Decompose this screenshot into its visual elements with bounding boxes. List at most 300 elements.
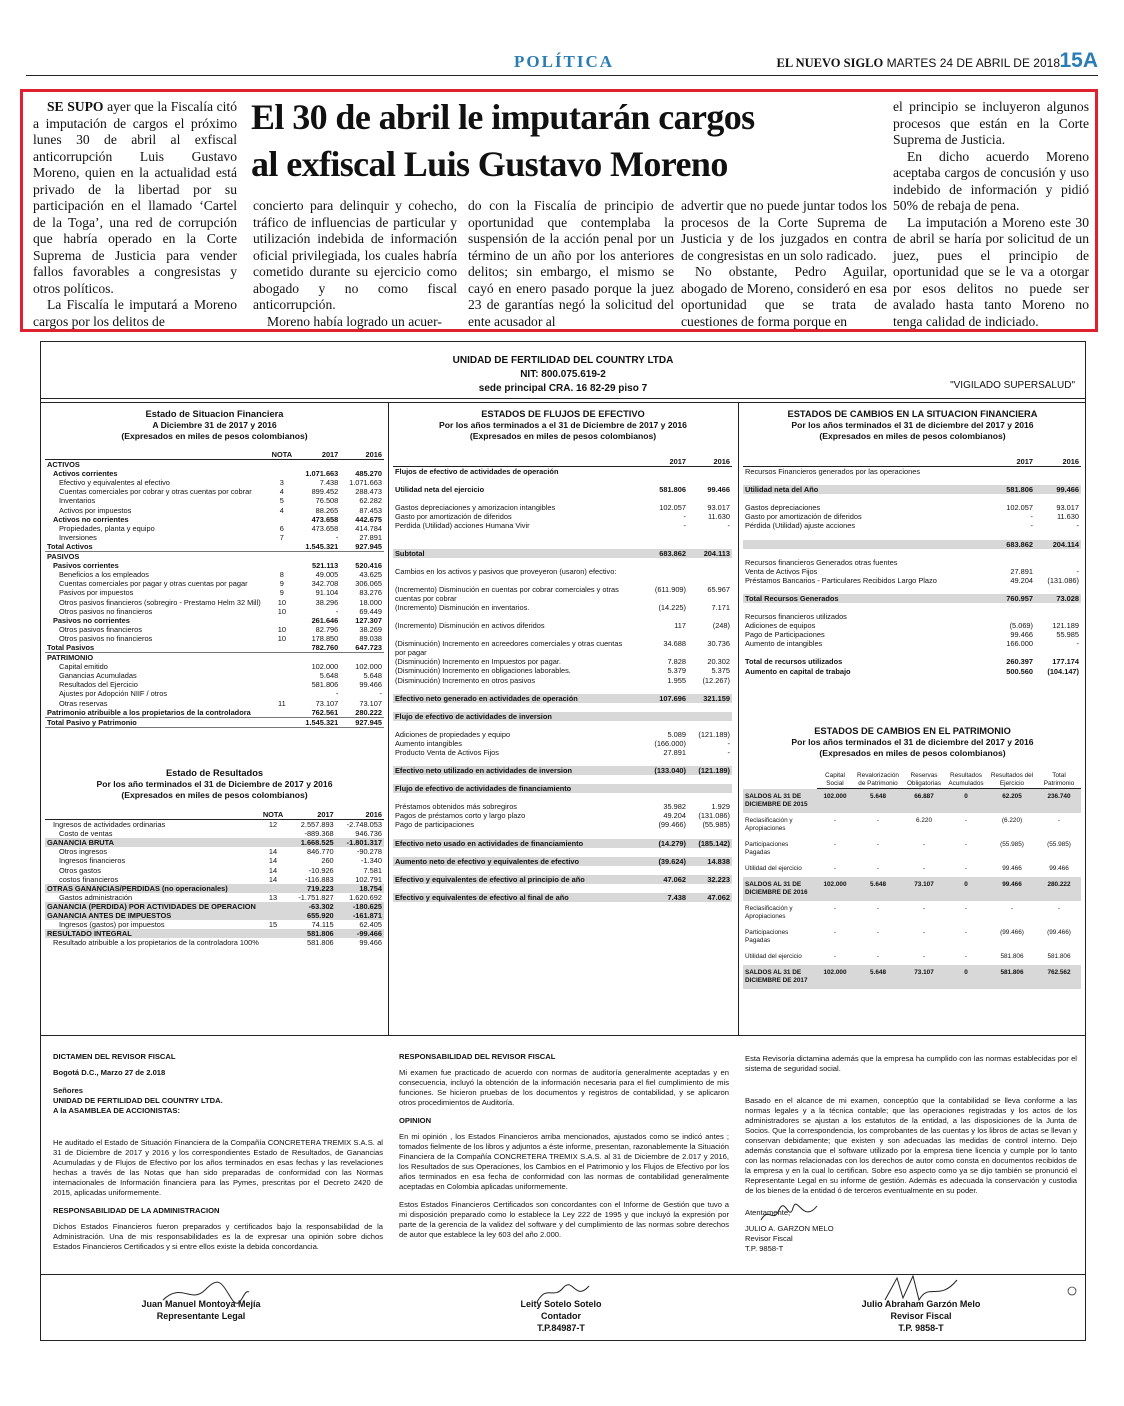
table-row [45,662,384,671]
table-row [743,877,1081,901]
table-cell: - [1030,521,1033,531]
table-cell: -10.926 [308,865,334,875]
table-cell: 7.171 [711,602,730,612]
table-row [743,531,1081,540]
table-cell: Resultados Acumulados [945,772,987,789]
table-cell [979,549,1035,558]
dictamen-paragraph: He auditado el Estado de Situación Financiera de la Compañía CONCRETERA TREMIX S.A.S. al 31 de Diciembre de 2017 y 2016 y los correspondientes Estado de Resultados, de Ganancias Acumuladas y de Flujos de Efectivo por los años terminados en esas fechas y las revelaciones hechas a través de las Notas que han sido preparadas de conformidad con las Normas internacionales de Información financiera para las Pymes, prescritas por el Decreto 2420 de 2015, aplicadas uniformemente. [53,1138,383,1197]
table-cell: - [727,738,730,748]
table-cell [270,643,294,653]
table-row [743,837,1081,861]
dictamen-paragraph: Dichos Estados Financieros fueron preparados y certificados bajo la responsabilidad de la Administración. Una de mis responsabilidades es la de expresar una opinión sobre dichos Estados Financieros Certificados y si entre ellos existe la debida concordancia. [53,1222,383,1251]
table-row [393,811,732,820]
table-cell: 99.466 [707,485,730,495]
table-cell: 14 [268,847,278,857]
balance-title [41,409,388,442]
table-cell: 521.113 [311,561,339,571]
table-cell [1035,494,1081,503]
table-row [393,621,732,630]
table-cell: - [335,606,339,616]
table-cell: - [335,689,339,699]
table-cell [636,685,688,694]
table-cell: 683.862 [979,540,1035,549]
table-cell: 15 [268,920,278,930]
cashflow-subtitle: Por los años terminados a el 31 de Diciembre de 2017 y 2016 [439,420,687,430]
table-cell: 102.000 [817,789,853,813]
table-cell [261,938,285,947]
table-cell [1035,531,1081,540]
addressee-line: Señores [53,1086,83,1095]
table-cell: 49.204 [663,811,686,821]
equity-subtitle: Por los años terminados el 31 de diciembre del 2017 y 2016 [791,737,1034,747]
table-cell: - [964,928,968,936]
table-cell: 14 [268,865,278,875]
changes-note: (Expresados en miles de pesos colombianos) [819,431,1006,441]
table-cell [688,703,732,712]
dictamen-column-1 [53,1046,383,1260]
table-cell: 14 [268,874,278,884]
table-row [45,829,384,838]
table-row [45,717,384,727]
table-cell: 62.282 [359,496,382,506]
table-cell [636,830,688,839]
table-cell: - [1057,816,1061,824]
table-row [45,911,384,920]
article-paragraph: La imputación a Moreno este 30 de abril se haría por solicitud de un juez, pues el principio de oportunidad que se le va a otorgar por esos delitos no puede ser avalado hasta tanto Moreno no tenga calidad de indiciado. [893,214,1089,329]
table-row [743,789,1081,813]
table-cell: RESULTADO INTEGRAL [45,929,261,938]
table-cell: 9 [279,588,284,598]
changes-table [743,457,1081,676]
table-cell: Otros pasivos financieros (sobregiro - Prestamo Helm 32 Mill) [59,597,261,607]
table-row [45,929,384,938]
page-number: 15A [1059,49,1098,72]
dictamen-paragraph: Esta Revisoría dictamina además que la empresa ha cumplido con las normas establecidas por el sistema de seguridad social. [745,1054,1077,1073]
table-cell: 1.071.663 [305,469,339,479]
table-cell: 581.806 [659,485,686,495]
cashflow-note: (Expresados en miles de pesos colombianos) [469,431,657,441]
table-cell [393,630,636,639]
table-cell: Utilidad del ejercicio [745,952,802,960]
table-row [743,576,1081,585]
table-cell: Participaciones Pagadas [745,840,789,856]
table-cell: Gasto por amortización de diferidos [395,512,512,522]
table-cell [270,515,294,524]
table-cell: GANANCIA ANTES DE IMPUESTOS [45,911,261,920]
table-cell: Reservas Obligatorias [903,772,945,789]
table-cell: 82.796 [315,624,339,634]
table-cell: 10 [277,606,286,616]
dictamen-paragraph: Estos Estados Financieros Certificados son concordantes con el Informe de Gestión que tuvo a mi disposición preparado como lo establece la Ley 222 de 1995 y que incluyó la expresión por parte de la gerencia de la validez del software y del cumplimiento de las normas sobre derechos de autor que establece la ley 603 del año 2.000. [399,1200,729,1239]
table-cell [270,460,294,470]
table-row [743,594,1081,603]
table-cell: 0 [945,789,987,813]
table-cell: Producto Venta de Activos Fijos [395,747,499,757]
table-row [45,552,384,562]
divider [41,1035,1085,1036]
table-row [393,793,732,802]
table-cell: (104.147) [1047,666,1079,676]
table-cell [636,721,688,730]
table-cell: 102.791 [355,874,382,884]
changes-subtitle: Por los años terminados el 31 de diciembre del 2017 y 2016 [791,420,1034,430]
table-cell: 280.222 [340,708,384,718]
table-cell: Activos corrientes [53,469,118,479]
table-cell: - [683,512,686,522]
table-cell [340,552,384,562]
table-cell: Efectivo neto usado en actividades de financiamiento [393,839,636,848]
table-row [45,938,384,947]
table-cell [393,848,636,857]
table-cell [270,552,294,562]
table-row [45,847,384,856]
signature-scribble [759,1202,819,1226]
table-cell: 581.806 [1000,952,1024,960]
table-cell: costos financieros [59,874,119,884]
signature-scribble [883,1272,959,1306]
table-cell: 91.104 [315,588,339,598]
table-cell: 99.466 [1049,864,1069,872]
table-cell [393,457,636,467]
table-cell: PATRIMONIO [47,653,94,663]
table-row [393,540,732,549]
table-cell: 66.887 [903,789,945,813]
table-cell: - [833,904,837,912]
table-row [393,866,732,875]
table-row [743,621,1081,630]
dictamen-column-2 [399,1046,729,1248]
table-row [393,802,732,811]
table-row [45,460,384,470]
table-row [393,512,732,521]
table-cell [979,558,1035,567]
table-cell: 99.466 [359,938,382,948]
table-cell [270,717,294,727]
table-cell: Efectivo neto utilizado en actividades de inversion [393,766,636,775]
table-row [743,585,1081,594]
dictamen-paragraph: Mi examen fue practicado de acuerdo con normas de auditoría generalmente aceptadas y en consecuencia, incluyó la obtención de la información necesaria para el fiel cumplimiento de mis funciones. Se hicieron pruebas de los documentos y registros de contabilidad, y se aplicaron otros procedimientos de Auditoría. [399,1068,729,1107]
table-cell: 946.736 [355,829,382,839]
table-cell [393,775,636,784]
table-row [45,570,384,579]
table-cell: 76.508 [315,496,339,506]
table-cell [261,929,285,938]
table-cell: - [1030,512,1033,522]
cashflow-heading: ESTADOS DE FLUJOS DE EFECTIVO [481,409,645,419]
table-cell: (611.909) [654,584,686,594]
table-cell: 2017 [285,810,335,820]
table-cell: 473.658 [311,523,339,533]
table-cell: Propiedades, planta y equipo [59,523,155,533]
table-cell: Pasivos no corrientes [53,615,130,625]
table-cell: - [964,864,968,872]
table-row [393,784,732,793]
table-cell [270,662,294,671]
table-row [45,496,384,505]
table-cell [294,552,340,562]
table-cell [979,612,1035,621]
balance-heading: Estado de Situacion Financiera [145,409,284,419]
table-cell: Total Recursos Generados [743,594,979,603]
table-cell [393,793,636,802]
table-cell [393,685,636,694]
table-row [393,712,732,721]
table-cell [1035,585,1081,594]
table-cell: Flujo de efectivo de actividades de inversion [393,712,636,721]
table-cell: Pago de participaciones [395,820,474,830]
signer-name: Julio Abraham Garzón Melo [861,1299,981,1309]
table-cell [261,838,285,847]
table-cell: 27.891 [359,532,382,542]
table-cell: (99.466) [1000,928,1024,936]
table-cell: 69.449 [359,606,382,616]
table-cell: 127.307 [355,615,382,625]
table-cell: 43.625 [359,570,382,580]
table-cell [393,558,636,567]
table-cell: 7.438 [636,893,688,902]
equity-table [743,772,1081,989]
table-cell: Recursos financieros Generados otras fuentes [745,557,898,567]
table-cell: 9 [279,579,284,589]
table-row [45,920,384,929]
table-cell: 18.000 [359,597,382,607]
table-cell [270,680,294,689]
table-cell: Capital emitido [59,662,108,672]
table-cell: 178.850 [311,633,339,643]
headline-line-1: El 30 de abril le imputarán cargos [251,97,755,137]
table-cell: Otros pasivos no financieros [59,606,153,616]
table-row [45,588,384,597]
table-cell [688,848,732,857]
table-cell: 5.089 [667,729,686,739]
article-paragraph: ayer que la Fiscalía citó a imputación de cargos el próximo lunes 30 de abril al exfiscal anticorrupción Luis Gustavo Moreno, quien en la actualidad está privado de la libertad por su participación en el llamado ‘Cartel de la Toga’, una red de corrupción que habría operado en la Corte Suprema de Justicia para vender fallos favorables a congresistas y otros políticos. [33,99,237,296]
table-cell [270,469,294,478]
article-headline [251,94,903,188]
signer-name: Juan Manuel Montoya Mejía [141,1299,261,1309]
table-cell: Préstamos obtenidos más sobregiros [395,802,518,812]
table-cell [393,721,636,730]
financial-statements-ad [40,341,1086,1341]
table-row [393,585,732,603]
table-cell [340,460,384,470]
table-cell [636,712,688,721]
table-cell: Adiciones de propiedades y equipo [395,729,511,739]
table-cell: 83.276 [359,588,382,598]
table-cell: 927.945 [340,542,384,552]
table-cell [636,630,688,639]
paper-name: EL NUEVO SIGLO [776,56,884,70]
table-cell: 500.560 [1006,666,1033,676]
table-row [393,612,732,621]
table-cell: 73.028 [1035,594,1081,603]
table-cell [979,467,1035,477]
table-row [743,549,1081,558]
table-cell: SALDOS AL 31 DE DICIEMBRE DE 2017 [743,965,817,989]
table-row [743,861,1081,877]
dictamen-paragraph: Basado en el alcance de mi examen, conceptúo que la contabilidad se lleva conforme a las normas legales y a la técnica contable; que las operaciones registradas y los actos de los administradores se ajustan a los estatutos de la entidad, a las disposiciones de la Junta de Socios. Que la correspondencia, los comprobantes de las cuentas y los libros de actas se llevan y conservan debidamente; que existen y son adecuadas las medidas de control interno. Dejo además constancia que el software utilizado por la empresa tiene licencia y cumple por lo tanto con las normas relacionadas con los derechos de autor como consta en documentos recibidos de la empresa y en la cual lo certifican. Sobre eso aspecto como ya se dijo también se pronunció el Representante Legal en su informe de gestión. Además es adecuada la conservación y custodia de los bienes de la entidad ó de terceros eventualmente en su poder. [745,1096,1077,1195]
results-subtitle: Por los año terminados el 31 de Diciembre de 2017 y 2016 [96,779,333,789]
results-title [41,768,388,801]
table-cell: 93.017 [707,503,730,513]
table-cell: -116.883 [305,874,334,884]
table-cell: - [1076,521,1079,531]
table-cell: 204.113 [688,549,732,558]
table-cell: 4 [279,487,284,497]
article-column-1 [33,99,237,330]
table-cell: 2016 [340,450,384,460]
table-cell: - [922,904,926,912]
table-cell: (131.086) [698,811,730,821]
table-cell: 10 [277,597,286,607]
table-cell [270,616,294,625]
table-cell: - [922,840,926,848]
table-row [743,667,1081,676]
table-cell: Pérdida (Utilidad) ajuste acciones [745,521,856,531]
table-cell [688,830,732,839]
cashflow-title [388,409,738,442]
table-cell: 47.062 [688,893,732,902]
table-cell: Total Patrimonio [1037,772,1081,789]
table-cell: - [922,928,926,936]
table-cell [393,703,636,712]
table-cell: 35.982 [663,802,686,812]
company-address: sede principal CRA. 16 82-29 piso 7 [478,383,648,394]
paper-info [777,56,1061,71]
table-cell [636,866,688,875]
table-row [45,450,384,460]
table-cell: (99.466) [658,820,686,830]
table-row [743,949,1081,965]
table-cell: 2017 [979,457,1035,467]
table-cell: - [833,864,837,872]
table-row [393,830,732,839]
table-cell [636,757,688,766]
table-cell: Aumento neto de efectivo y equivalentes de efectivo [393,857,636,866]
table-cell [636,494,688,503]
table-cell [270,671,294,680]
table-row [45,469,384,478]
revisor-tp: T.P. 9858-T [745,1244,784,1253]
table-cell: 647.723 [340,643,384,653]
table-cell: Inventarios [59,496,96,506]
table-row [743,457,1081,467]
table-cell: 99.466 [987,877,1037,901]
table-cell: 74.115 [311,920,334,930]
divider [41,398,1085,399]
table-cell: 581.806 [306,938,334,948]
table-cell: (55.985) [1000,840,1024,848]
dictamen-date: Bogotá D.C., Marzo 27 de 2.018 [53,1068,166,1077]
table-cell: (Incremento) Disminución en inventarios. [395,602,530,612]
table-cell [688,476,732,485]
table-row [45,680,384,689]
table-cell [688,757,732,766]
table-row [393,766,732,775]
table-row [393,757,732,766]
table-cell: - [727,747,730,757]
table-cell [636,784,688,793]
table-cell: 683.862 [636,549,688,558]
table-cell: Cuentas comerciales por cobrar y otras cuentas por cobrar [59,487,252,497]
table-cell: Gastos depreciaciones y amorizacion intangibles [395,503,556,513]
table-row [393,485,732,494]
table-cell: Capital Social [817,772,853,789]
table-cell: 49.005 [315,570,339,580]
table-row [393,848,732,857]
table-cell: 760.957 [979,594,1035,603]
table-cell [743,549,979,558]
signer-tp: T.P. 9858-T [898,1323,944,1333]
table-cell: 99.466 [1035,485,1081,494]
table-cell: Resultado atribuible a los propietarios de la controladora 100% [53,938,259,948]
table-cell [270,653,294,663]
table-row [743,485,1081,494]
balance-table [45,450,384,728]
table-cell [636,576,688,585]
table-row [743,612,1081,621]
table-cell: - [1010,904,1014,912]
table-cell: Otros ingresos [59,847,108,857]
equity-note: (Expresados en miles de pesos colombianos) [819,748,1006,758]
table-row [743,901,1081,925]
article-paragraph: concierto para delinquir y cohecho, tráfico de influencias de particular y utilización indebida de información oficial privilegiada, los cuales habría cometido durante su ejercicio como abogado y no como fiscal anticorrupción. [253,198,457,312]
addressee [53,1086,383,1116]
table-cell: 102.057 [659,503,686,513]
results-heading: Estado de Resultados [165,768,264,778]
table-cell [393,494,636,503]
table-cell: 11.630 [707,512,730,522]
table-cell: Otras reservas [59,698,108,708]
table-row [393,775,732,784]
table-cell [270,561,294,570]
table-cell [270,689,294,698]
table-cell: 655.920 [285,911,335,920]
table-cell: - [335,532,339,542]
table-cell: Beneficios a los empleados [59,570,149,580]
article-paragraph: En dicho acuerdo Moreno aceptaba cargos de concusión y uso indebido de información y pidió 50% de rebaja de pena. [893,148,1089,213]
table-cell [393,866,636,875]
article-column-3 [468,198,674,330]
signature-legal-rep [101,1298,301,1322]
table-cell: (121.189) [688,766,732,775]
ad-title [41,354,1085,396]
table-cell: NOTA [271,450,293,459]
table-cell: 261.646 [311,615,339,625]
table-cell [261,911,285,920]
table-cell: 762.562 [1037,965,1081,989]
table-cell: 99.466 [1002,864,1022,872]
table-cell [688,612,732,621]
results-note: (Expresados en miles de pesos colombianos) [121,790,308,800]
news-article [20,89,1098,332]
table-cell: 3 [279,478,284,488]
table-cell: (131.086) [1047,575,1079,585]
table-row [743,521,1081,530]
table-cell: - [833,816,837,824]
table-row [743,540,1081,549]
table-cell [688,866,732,875]
table-cell [393,612,636,621]
table-row [393,748,732,757]
table-cell: 99.466 [359,680,382,690]
table-row [393,721,732,730]
table-cell: Costo de ventas [59,829,113,839]
company-name: UNIDAD DE FERTILIDAD DEL COUNTRY LTDA [452,355,674,366]
table-cell: 846.770 [306,847,334,857]
section-name: POLÍTICA [514,52,615,71]
table-cell: 6.220 [916,816,932,824]
table-cell: 47.062 [636,875,688,884]
